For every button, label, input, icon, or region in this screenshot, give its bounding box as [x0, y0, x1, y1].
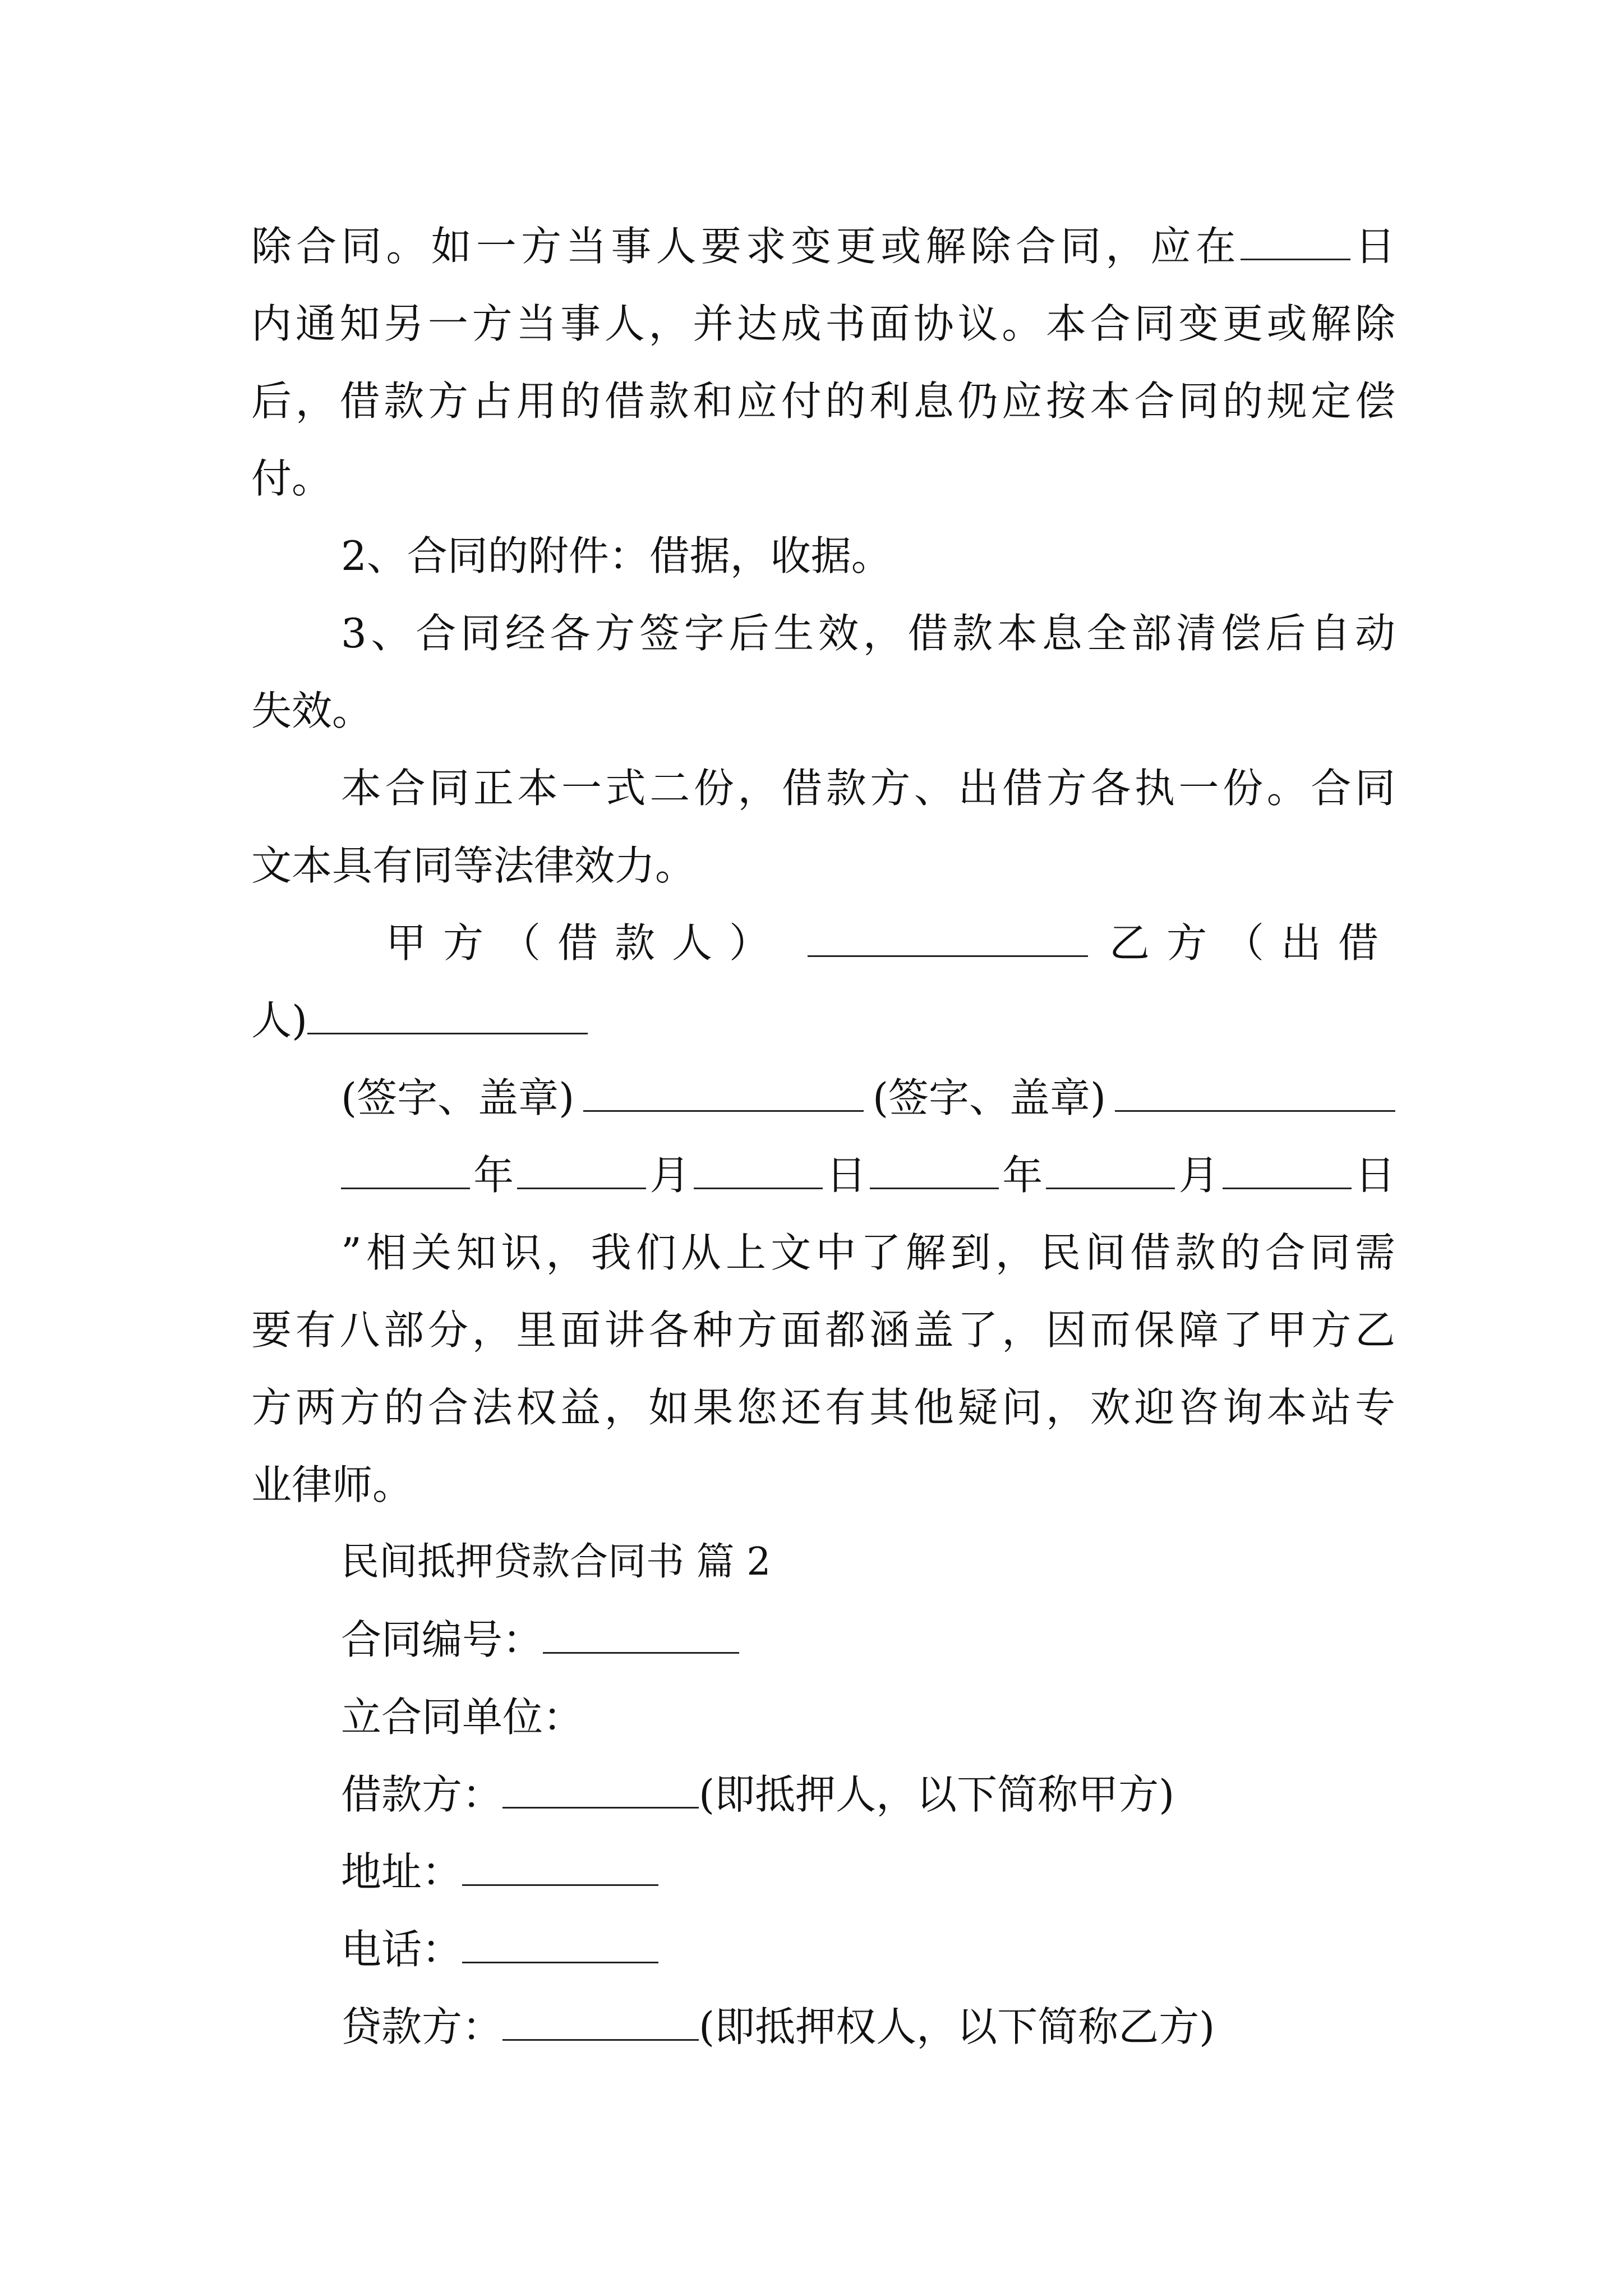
- p1-line-4: 付。: [251, 455, 333, 502]
- date-a-year-label: 年: [473, 1152, 514, 1199]
- party-b-blank[interactable]: [307, 999, 588, 1034]
- date-b-month-label: 月: [1178, 1152, 1219, 1199]
- sign-seal-a-blank[interactable]: [583, 1076, 864, 1112]
- sign-seal-b-label: (签字、盖章): [872, 1074, 1106, 1121]
- contract-no-line: [251, 1601, 1395, 1678]
- p1-line-1: [251, 208, 1395, 285]
- date-b-year-blank[interactable]: [870, 1154, 999, 1189]
- party-b-label-cont: 人): [251, 997, 308, 1044]
- section2-title: 民间抵押贷款合同书 篇 2: [341, 1540, 771, 1584]
- date-a-day-label: 日: [826, 1152, 866, 1199]
- address-blank[interactable]: [462, 1851, 658, 1886]
- document-page: [251, 208, 1395, 2065]
- party-a-label: 甲方（借款人）: [386, 919, 787, 967]
- date-a-day-blank[interactable]: [694, 1154, 823, 1189]
- party-a-blank[interactable]: [808, 922, 1088, 957]
- borrower-note: (即抵押人，以下简称甲方): [699, 1771, 1175, 1818]
- lender-note: (即抵押权人，以下简称乙方): [699, 2003, 1215, 2050]
- contract-no-label: 合同编号：: [341, 1616, 543, 1663]
- p5-line-3: 方两方的合法权益，如果您还有其他疑问，欢迎咨询本站专: [251, 1384, 1395, 1431]
- phone-line: [251, 1911, 1395, 1988]
- date-a-month-label: 月: [649, 1152, 690, 1199]
- blank-days[interactable]: [1241, 225, 1350, 260]
- p1-text-a: 除合同。如一方当事人要求变更或解除合同，应在: [251, 223, 1241, 270]
- p5-line-4: 业律师。: [251, 1461, 413, 1508]
- borrower-label: 借款方：: [341, 1771, 503, 1818]
- date-b-year-label: 年: [1002, 1152, 1043, 1199]
- phone-blank[interactable]: [462, 1928, 658, 1963]
- signature-party-b-cont: [251, 982, 1395, 1059]
- borrower-line: [251, 1756, 1395, 1833]
- date-a-month-blank[interactable]: [517, 1154, 646, 1189]
- signature-date-line: [251, 1137, 1395, 1214]
- borrower-blank[interactable]: [502, 1773, 699, 1809]
- p3-line-2: 失效。: [251, 687, 373, 734]
- sign-seal-a-label: (签字、盖章): [341, 1074, 575, 1121]
- lender-blank[interactable]: [502, 2005, 699, 2041]
- parties-line: 立合同单位：: [341, 1694, 584, 1741]
- contract-no-blank[interactable]: [543, 1618, 739, 1654]
- address-label: 地址：: [341, 1848, 463, 1895]
- p4-line-1: 本合同正本一式二份，借款方、出借方各执一份。合同: [341, 765, 1395, 812]
- date-b-day-blank[interactable]: [1223, 1154, 1352, 1189]
- p5-line-1: ”相关知识，我们从上文中了解到，民间借款的合同需: [341, 1229, 1395, 1276]
- lender-line: [251, 1988, 1395, 2065]
- lender-label: 贷款方：: [341, 2003, 503, 2050]
- p5-line-2: 要有八部分，里面讲各种方面都涵盖了，因而保障了甲方乙: [251, 1306, 1395, 1354]
- signature-parties-line: [251, 904, 1395, 982]
- date-b-day-label: 日: [1354, 1152, 1395, 1199]
- p1-line-2: 内通知另一方当事人，并达成书面协议。本合同变更或解除: [251, 300, 1395, 347]
- p2-line-1: 2、合同的附件：借据，收据。: [341, 532, 892, 579]
- p1-text-b: 日: [1350, 223, 1395, 270]
- p4-line-2: 文本具有同等法律效力。: [251, 842, 696, 889]
- party-b-label: 乙方（出借: [1109, 919, 1395, 967]
- signature-seal-line: [251, 1059, 1395, 1137]
- phone-label: 电话：: [341, 1926, 463, 1973]
- date-b-month-blank[interactable]: [1046, 1154, 1175, 1189]
- p1-line-3: 后，借款方占用的借款和应付的利息仍应按本合同的规定偿: [251, 378, 1395, 425]
- date-a-year-blank[interactable]: [341, 1154, 470, 1189]
- address-line: [251, 1833, 1395, 1911]
- p3-line-1: 3、合同经各方签字后生效，借款本息全部清偿后自动: [341, 610, 1395, 657]
- sign-seal-b-blank[interactable]: [1115, 1076, 1395, 1112]
